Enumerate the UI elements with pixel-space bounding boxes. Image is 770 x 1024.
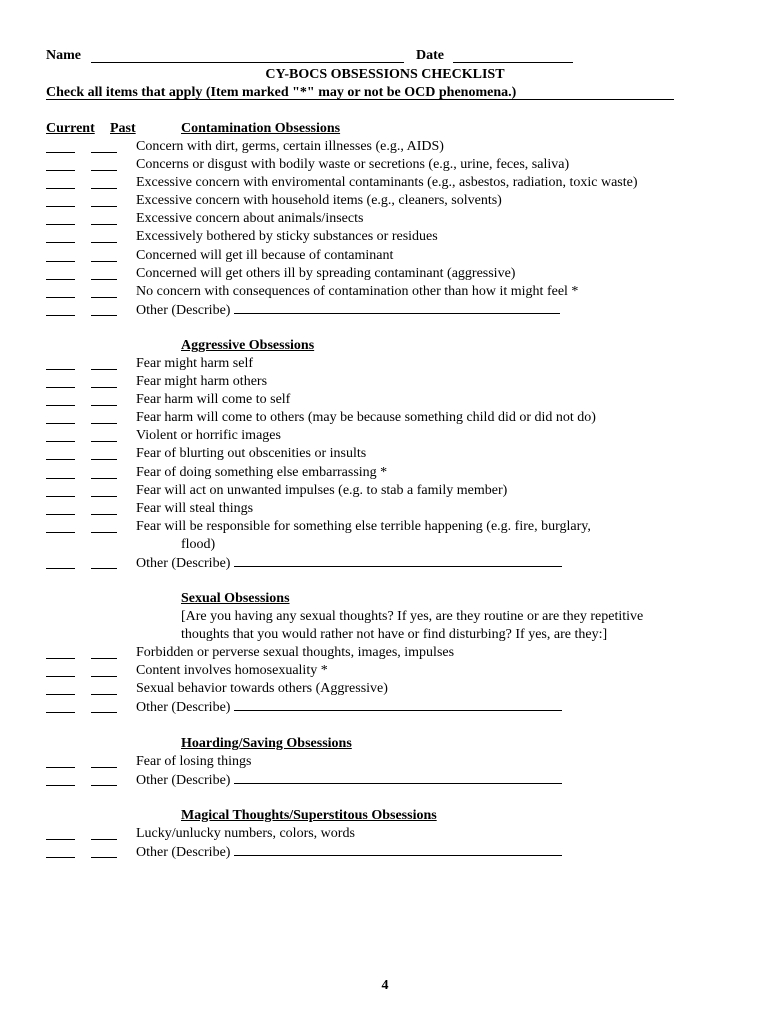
past-checkbox[interactable]: [91, 441, 117, 442]
section-contamination: [0, 120, 770, 319]
list-item: [0, 771, 770, 789]
current-checkbox[interactable]: [46, 242, 75, 243]
item-text: Excessive concern with household items (e.g., cleaners, solvents): [136, 193, 502, 209]
list-item: [0, 500, 770, 518]
list-item: [0, 265, 770, 283]
past-checkbox[interactable]: [91, 496, 117, 497]
list-item: [0, 753, 770, 771]
section-note: thoughts that you would rather not have or find disturbing? If yes, are they:]: [181, 627, 608, 643]
current-checkbox[interactable]: [46, 423, 75, 424]
item-text: Forbidden or perverse sexual thoughts, images, impulses: [136, 645, 455, 661]
past-checkbox[interactable]: [91, 459, 117, 460]
current-checkbox[interactable]: [46, 568, 75, 569]
current-checkbox[interactable]: [46, 767, 75, 768]
instructions-underline: [46, 99, 674, 100]
past-checkbox[interactable]: [91, 785, 117, 786]
past-checkbox[interactable]: [91, 315, 117, 316]
past-checkbox[interactable]: [91, 694, 117, 695]
item-text: Fear harm will come to others (may be because something child did or did not do): [136, 410, 596, 426]
current-checkbox[interactable]: [46, 712, 75, 713]
current-checkbox[interactable]: [46, 694, 75, 695]
current-checkbox[interactable]: [46, 496, 75, 497]
list-item: [0, 391, 770, 409]
other-describe-field[interactable]: [234, 301, 560, 314]
list-item: [0, 843, 770, 861]
past-checkbox[interactable]: [91, 767, 117, 768]
past-checkbox[interactable]: [91, 423, 117, 424]
other-describe-field[interactable]: [234, 771, 562, 784]
list-item: [0, 355, 770, 373]
list-item: [0, 698, 770, 716]
col-current-header: Current: [46, 121, 95, 136]
section-magical: [0, 807, 770, 861]
current-checkbox[interactable]: [46, 658, 75, 659]
past-checkbox[interactable]: [91, 514, 117, 515]
item-text: Content involves homosexuality *: [136, 663, 328, 679]
item-text: Fear will steal things: [136, 500, 254, 516]
current-checkbox[interactable]: [46, 152, 75, 153]
list-item: [0, 482, 770, 500]
past-checkbox[interactable]: [91, 261, 117, 262]
item-text: Fear will act on unwanted impulses (e.g. to stab a family member): [136, 482, 508, 498]
list-item: [0, 247, 770, 265]
current-checkbox[interactable]: [46, 532, 75, 533]
current-checkbox[interactable]: [46, 459, 75, 460]
item-text: Concern with dirt, germs, certain illnesses (e.g., AIDS): [136, 139, 444, 154]
list-item: [0, 228, 770, 246]
list-item: [0, 174, 770, 192]
list-item: [0, 409, 770, 427]
section-heading: Hoarding/Saving Obsessions: [181, 736, 352, 751]
item-text: Concerned will get others ill by spreading contaminant (aggressive): [136, 265, 516, 281]
section-note: [Are you having any sexual thoughts? If yes, are they routine or are they repetitive: [181, 609, 644, 624]
past-checkbox[interactable]: [91, 478, 117, 479]
item-text: Other (Describe): [136, 845, 231, 861]
list-item: [0, 445, 770, 463]
item-text-continued: flood): [181, 536, 216, 552]
past-checkbox[interactable]: [91, 206, 117, 207]
list-item: [0, 192, 770, 210]
current-checkbox[interactable]: [46, 279, 75, 280]
current-checkbox[interactable]: [46, 839, 75, 840]
item-text: Concerned will get ill because of contaminant: [136, 247, 394, 263]
date-label: Date: [416, 48, 444, 63]
past-checkbox[interactable]: [91, 568, 117, 569]
list-item: [0, 210, 770, 228]
section-heading: Magical Thoughts/Superstitous Obsessions: [181, 808, 437, 823]
current-checkbox[interactable]: [46, 261, 75, 262]
page-title: CY-BOCS OBSESSIONS CHECKLIST: [265, 67, 505, 82]
past-checkbox[interactable]: [91, 676, 117, 677]
name-field[interactable]: [91, 62, 404, 63]
item-text: Excessive concern about animals/insects: [136, 211, 364, 227]
list-item: [0, 554, 770, 572]
section-heading: Contamination Obsessions: [181, 121, 341, 136]
item-text: Concerns or disgust with bodily waste or secretions (e.g., urine, feces, saliva): [136, 157, 570, 173]
current-checkbox[interactable]: [46, 297, 75, 298]
list-item: [0, 825, 770, 843]
current-checkbox[interactable]: [46, 478, 75, 479]
list-item: [0, 680, 770, 698]
past-checkbox[interactable]: [91, 188, 117, 189]
item-text: Fear harm will come to self: [136, 392, 291, 408]
current-checkbox[interactable]: [46, 514, 75, 515]
list-item: [0, 156, 770, 174]
item-text: Violent or horrific images: [136, 428, 281, 444]
list-item: [0, 518, 770, 536]
past-checkbox[interactable]: [91, 297, 117, 298]
current-checkbox[interactable]: [46, 170, 75, 171]
list-item-continuation: [0, 536, 770, 554]
list-item: [0, 301, 770, 319]
current-checkbox[interactable]: [46, 857, 75, 858]
past-checkbox[interactable]: [91, 532, 117, 533]
page-number: 4: [381, 978, 389, 993]
past-checkbox[interactable]: [91, 279, 117, 280]
past-checkbox[interactable]: [91, 839, 117, 840]
past-checkbox[interactable]: [91, 658, 117, 659]
item-text: Fear of blurting out obscenities or insults: [136, 446, 367, 462]
item-text: Sexual behavior towards others (Aggressive): [136, 681, 388, 697]
name-label: Name: [46, 48, 81, 63]
item-text: Fear will be responsible for something else terrible happening (e.g. fire, burglary,: [136, 518, 591, 534]
list-item: [0, 138, 770, 156]
section-heading: Aggressive Obsessions: [181, 338, 315, 353]
other-describe-field[interactable]: [234, 698, 562, 711]
current-checkbox[interactable]: [46, 369, 75, 370]
current-checkbox[interactable]: [46, 224, 75, 225]
current-checkbox[interactable]: [46, 387, 75, 388]
item-text: Fear might harm others: [136, 374, 268, 390]
list-item: [0, 644, 770, 662]
current-checkbox[interactable]: [46, 315, 75, 316]
current-checkbox[interactable]: [46, 441, 75, 442]
current-checkbox[interactable]: [46, 676, 75, 677]
instructions: Check all items that apply (Item marked "*" may or not be OCD phenomena.): [46, 85, 517, 100]
list-item: [0, 427, 770, 445]
list-item: [0, 283, 770, 301]
item-text: Fear might harm self: [136, 356, 254, 371]
other-describe-field[interactable]: [234, 843, 562, 856]
past-checkbox[interactable]: [91, 152, 117, 153]
past-checkbox[interactable]: [91, 369, 117, 370]
section-hoarding: [0, 735, 770, 789]
list-item: [0, 662, 770, 680]
section-sexual: [0, 590, 770, 717]
current-checkbox[interactable]: [46, 405, 75, 406]
past-checkbox[interactable]: [91, 712, 117, 713]
date-field[interactable]: [453, 62, 573, 63]
past-checkbox[interactable]: [91, 405, 117, 406]
col-past-header: Past: [110, 121, 136, 136]
item-text: Fear of losing things: [136, 754, 252, 769]
item-text: Other (Describe): [136, 700, 231, 716]
past-checkbox[interactable]: [91, 170, 117, 171]
past-checkbox[interactable]: [91, 224, 117, 225]
past-checkbox[interactable]: [91, 242, 117, 243]
current-checkbox[interactable]: [46, 785, 75, 786]
section-heading: Sexual Obsessions: [181, 591, 290, 606]
section-aggressive: [0, 337, 770, 572]
past-checkbox[interactable]: [91, 857, 117, 858]
item-text: Excessive concern with enviromental contaminants (e.g., asbestos, radiation, toxic waste): [136, 175, 638, 191]
current-checkbox[interactable]: [46, 206, 75, 207]
item-text: No concern with consequences of contamination other than how it might feel *: [136, 283, 579, 299]
item-text: Other (Describe): [136, 556, 231, 572]
current-checkbox[interactable]: [46, 188, 75, 189]
past-checkbox[interactable]: [91, 387, 117, 388]
list-item: [0, 373, 770, 391]
other-describe-field[interactable]: [234, 554, 562, 567]
list-item: [0, 464, 770, 482]
item-text: Fear of doing something else embarrassing *: [136, 464, 388, 480]
item-text: Excessively bothered by sticky substances or residues: [136, 229, 438, 245]
item-text: Other (Describe): [136, 302, 231, 318]
item-text: Other (Describe): [136, 773, 231, 789]
item-text: Lucky/unlucky numbers, colors, words: [136, 826, 355, 841]
